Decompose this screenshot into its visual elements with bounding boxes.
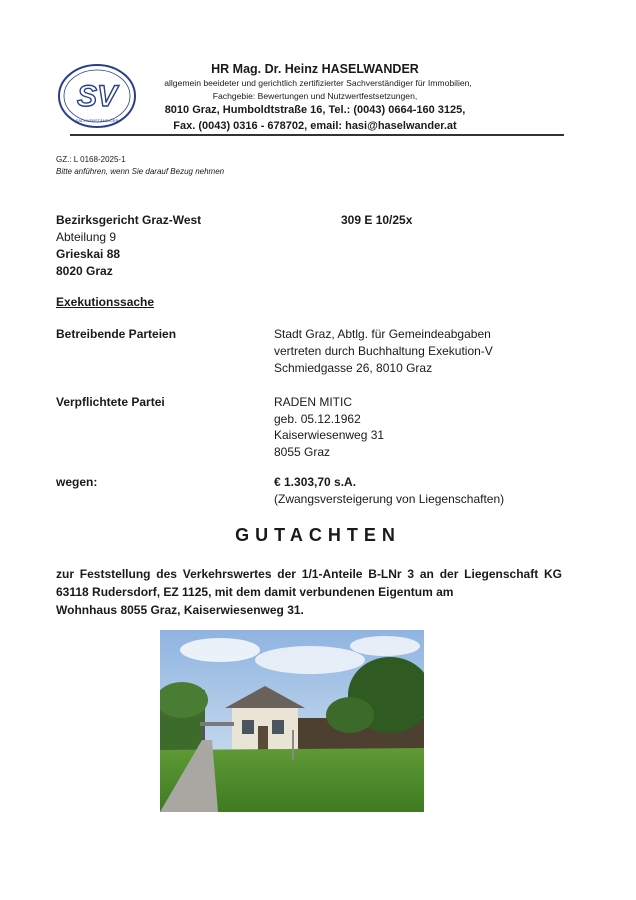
plaintiff-line: Stadt Graz, Abtlg. für Gemeindeabgaben <box>274 327 491 341</box>
svg-text:SACHVERSTÄNDIGER: SACHVERSTÄNDIGER <box>75 118 119 123</box>
case-number: 309 E 10/25x <box>341 213 413 227</box>
defendant-line: Kaiserwiesenweg 31 <box>274 428 385 442</box>
court-city: 8020 Graz <box>56 264 113 278</box>
document-title: GUTACHTEN <box>235 525 401 545</box>
defendant-label: Verpflichtete Partei <box>56 395 165 409</box>
court-street: Grieskai 88 <box>56 247 121 261</box>
defendant-line: RADEN MITIC <box>274 395 352 409</box>
defendant-line: 8055 Graz <box>274 445 331 459</box>
property-photo <box>160 630 424 812</box>
plaintiff-line: vertreten durch Buchhaltung Exekution-V <box>274 344 493 358</box>
reference-note: Bitte anführen, wenn Sie darauf Bezug nehmen <box>56 167 225 176</box>
plaintiff-line: Schmiedgasse 26, 8010 Graz <box>274 361 433 375</box>
sv-logo-icon <box>56 62 138 130</box>
svg-text:SV: SV <box>76 80 118 113</box>
claim-amount: € 1.303,70 s.A. <box>274 475 357 489</box>
expert-qualification: allgemein beeideter und gerichtlich zertifizierter Sachverständiger für Immobilien, <box>164 78 472 88</box>
reason-label: wegen: <box>56 475 98 489</box>
case-heading: Exekutionssache <box>56 295 155 309</box>
plaintiff-label: Betreibende Parteien <box>56 327 177 341</box>
reason-detail: (Zwangsversteigerung von Liegenschaften) <box>274 492 505 506</box>
court-department: Abteilung 9 <box>56 230 117 244</box>
expert-field: Fachgebie: Bewertungen und Nutzwertfestsetzungen, <box>212 91 418 101</box>
defendant-line: geb. 05.12.1962 <box>274 412 361 426</box>
expert-address: 8010 Graz, Humboldtstraße 16, Tel.: (0043) 0664-160 3125, <box>164 104 466 116</box>
reference-number: GZ.: L 0168-2025-1 <box>56 155 126 164</box>
expert-contact: Fax. (0043) 0316 - 678702, email: hasi@haselwander.at <box>173 120 457 132</box>
document-description-last-line: Wohnhaus 8055 Graz, Kaiserwiesenweg 31. <box>56 603 304 617</box>
letterhead-divider <box>70 134 564 136</box>
court-name: Bezirksgericht Graz-West <box>56 213 202 227</box>
document-description: zur Feststellung des Verkehrswertes der 1/1-Anteile B-LNr 3 an der Liegenschaft KG 63118 Rudersdorf, EZ 1125, mit dem damit verbundenen Eigentum am <box>56 567 562 599</box>
expert-name: HR Mag. Dr. Heinz HASELWANDER <box>211 62 419 76</box>
